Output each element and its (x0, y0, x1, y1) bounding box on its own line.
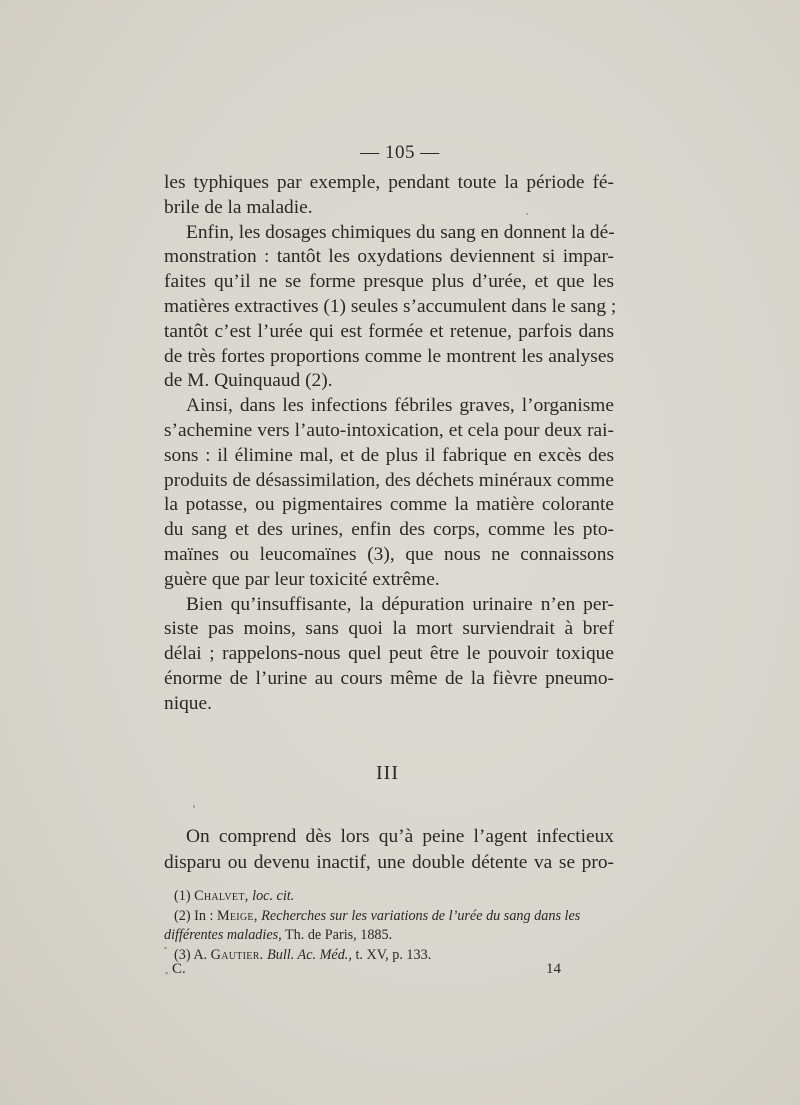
paper-speck (165, 972, 168, 974)
text-line: maïnes ou leucomaïnes (3), que nous ne connaissons (164, 543, 614, 565)
section-heading: III (376, 762, 399, 784)
footnote-mark: (3) (174, 946, 191, 963)
footnote-reference: loc. cit. (252, 888, 295, 904)
text-line: la potasse, ou pigmentaires comme la matière colorante (164, 494, 614, 516)
footnotes (164, 887, 614, 965)
footnote-author: Gautier. (210, 946, 264, 963)
text-line: siste pas moins, sans quoi la mort surviendrait à bref (164, 618, 614, 640)
text-line: de M. Quinquaud (2). (164, 370, 333, 392)
footnote-author: Chalvet, (194, 888, 249, 904)
body-text-continued (164, 824, 614, 876)
text-line: du sang et des urines, enfin des corps, comme les pto- (164, 519, 614, 541)
paper-speck (526, 213, 528, 215)
text-line: disparu ou devenu inactif, une double détente va se pro- (164, 852, 614, 873)
footnote-2 (164, 907, 614, 927)
footnote-journal: Bull. Ac. Méd., (267, 946, 352, 963)
text-line: Bien qu’insuffisante, la dépuration urinaire n’en per- (186, 593, 614, 615)
text-line: Ainsi, dans les infections fébriles graves, l’organisme (186, 395, 614, 417)
text-line: sons : il élimine mal, et de plus il fabrique en excès des (164, 444, 614, 466)
text-line: monstration : tantôt les oxydations deviennent si impar- (164, 246, 614, 268)
footnote-1 (164, 887, 614, 907)
text-line: brile de la maladie. (164, 196, 313, 218)
footnote-prefix: In : (194, 907, 214, 924)
text-line: On comprend dès lors qu’à peine l’agent infectieux (186, 826, 614, 847)
body-text (164, 171, 617, 717)
text-line: guère que par leur toxicité extrême. (164, 568, 440, 590)
text-line: matières extractives (1) seules s’accumulent dans le sang ; (164, 295, 617, 317)
footnote-author: Meige, (216, 907, 258, 924)
signature-mark: C. (172, 961, 186, 977)
text-line: énorme de l’urine au cours même de la fièvre pneumo- (164, 667, 614, 689)
footnote-2-continued (164, 926, 614, 946)
text-line: les typhiques par exemple, pendant toute la période fé- (164, 172, 614, 193)
footnote-mark: (1) (174, 888, 191, 904)
footnote-reference: t. XV, p. 133. (355, 946, 432, 963)
paper-speck (193, 805, 195, 808)
text-line: Enfin, les dosages chimiques du sang en donnent la dé- (186, 221, 615, 243)
text-line: s’achemine vers l’auto-intoxication, et cela pour deux rai- (164, 419, 614, 441)
footnote-initial: A. (193, 946, 208, 963)
page-number: — 105 — (360, 142, 440, 163)
footnote-reference: Th. de Paris, 1885. (284, 927, 393, 944)
text-line: produits de désassimilation, des déchets minéraux comme (164, 469, 614, 491)
footnote-title: différentes maladies, (164, 927, 282, 944)
text-line: de très fortes proportions comme le montrent les analyses (164, 345, 614, 367)
footnote-mark: (2) (174, 907, 191, 924)
text-line: nique. (164, 692, 212, 714)
text-line: faites qu’il ne se forme presque plus d’urée, et que les (164, 271, 614, 293)
text-line: délai ; rappelons-nous quel peut être le pouvoir toxique (164, 643, 614, 665)
footnote-title: Recherches sur les variations de l’urée du sang dans les (261, 907, 581, 924)
paper-speck (164, 947, 167, 949)
text-line: tantôt c’est l’urée qui est formée et retenue, parfois dans (164, 320, 614, 342)
sheet-number: 14 (546, 961, 561, 977)
